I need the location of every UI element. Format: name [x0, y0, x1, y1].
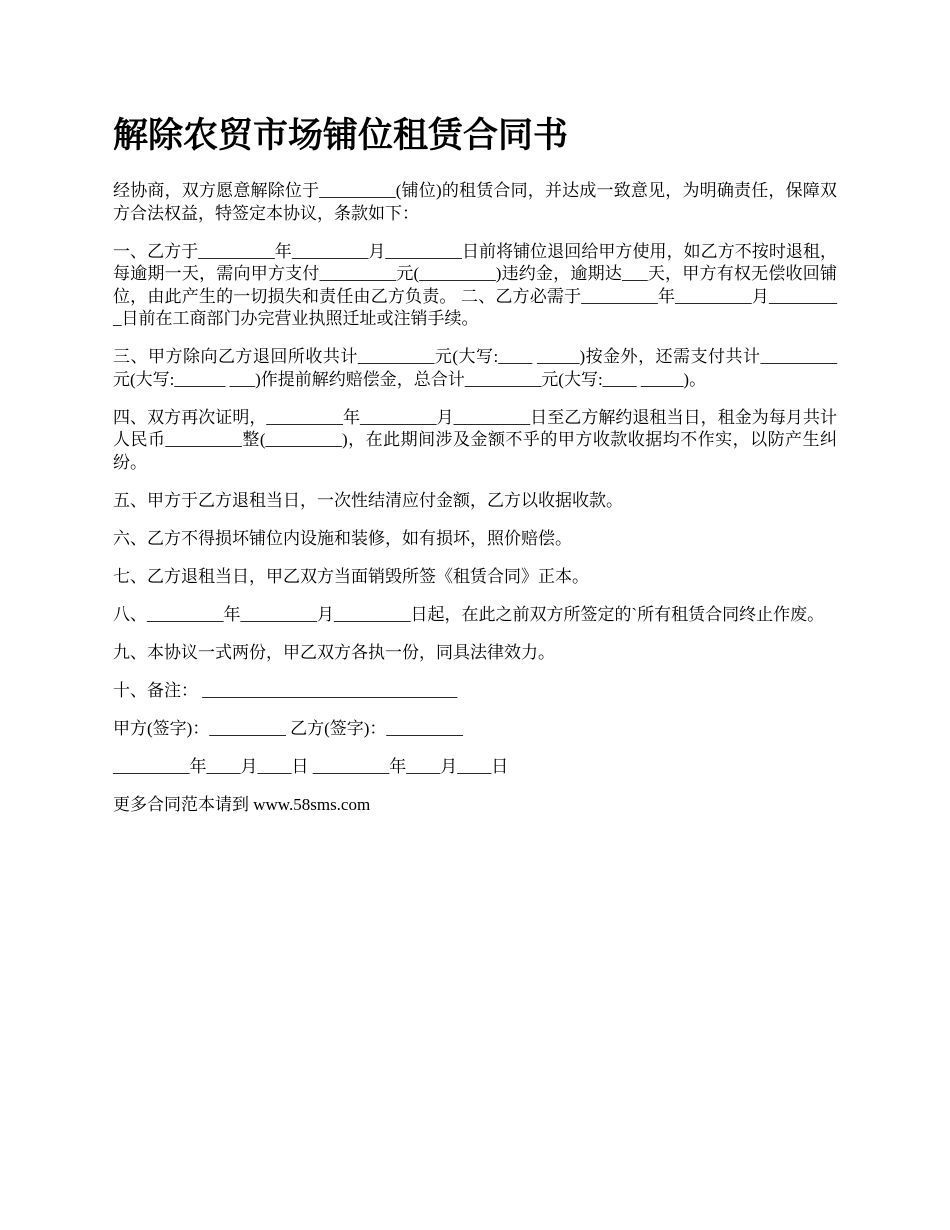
signature-line: 甲方(签字)：_________ 乙方(签字)：_________ — [113, 718, 463, 738]
clause-10-remarks: 十、备注： ______________________________ — [113, 680, 458, 700]
intro-paragraph: 经协商，双方愿意解除位于_________(铺位)的租赁合同，并达成一致意见，为明确责任，保障双方合法权益，特签定本协议，条款如下： — [113, 181, 837, 223]
clause-6: 六、乙方不得损坏铺位内设施和装修，如有损坏，照价赔偿。 — [113, 528, 572, 548]
footer-note: 更多合同范本请到 www.58sms.com — [113, 794, 371, 814]
clause-1-2: 一、乙方于_________年_________月_________日前将铺位退回给甲方使用，如乙方不按时退租，每逾期一天，需向甲方支付_________元(_________)违约金，逾期达___天，甲方有权无偿收回铺位，由此产生的一切损失和责任由乙方负责。 二、乙方必需于_________年_________月_________日前在工商部门办完营业执照迁址或注销手续。 — [113, 241, 837, 328]
clause-5: 五、甲方于乙方退租当日，一次性结清应付金额，乙方以收据收款。 — [113, 490, 623, 510]
document-title: 解除农贸市场铺位租赁合同书 — [113, 116, 569, 156]
document-page — [113, 108, 837, 832]
date-line: _________年____月____日 _________年____月____日 — [113, 756, 509, 776]
clause-3: 三、甲方除向乙方退回所收共计_________元(大写:____ _____)按金外，还需支付共计_________元(大写:______ ___)作提前解约赔偿金，总合计_________元(大写:____ _____)。 — [113, 347, 837, 389]
clause-8: 八、_________年_________月_________日起，在此之前双方所签定的`所有租赁合同终止作废。 — [113, 604, 825, 624]
clause-7: 七、乙方退租当日，甲乙双方当面销毁所签《租赁合同》正本。 — [113, 566, 589, 586]
clause-9: 九、本协议一式两份，甲乙双方各执一份，同具法律效力。 — [113, 642, 555, 662]
clause-4: 四、双方再次证明，_________年_________月_________日至乙方解约退租当日，租金为每月共计人民币_________整(_________)，在此期间涉及金额不乎的甲方收款收据均不作实，以防产生纠纷。 — [113, 407, 837, 472]
